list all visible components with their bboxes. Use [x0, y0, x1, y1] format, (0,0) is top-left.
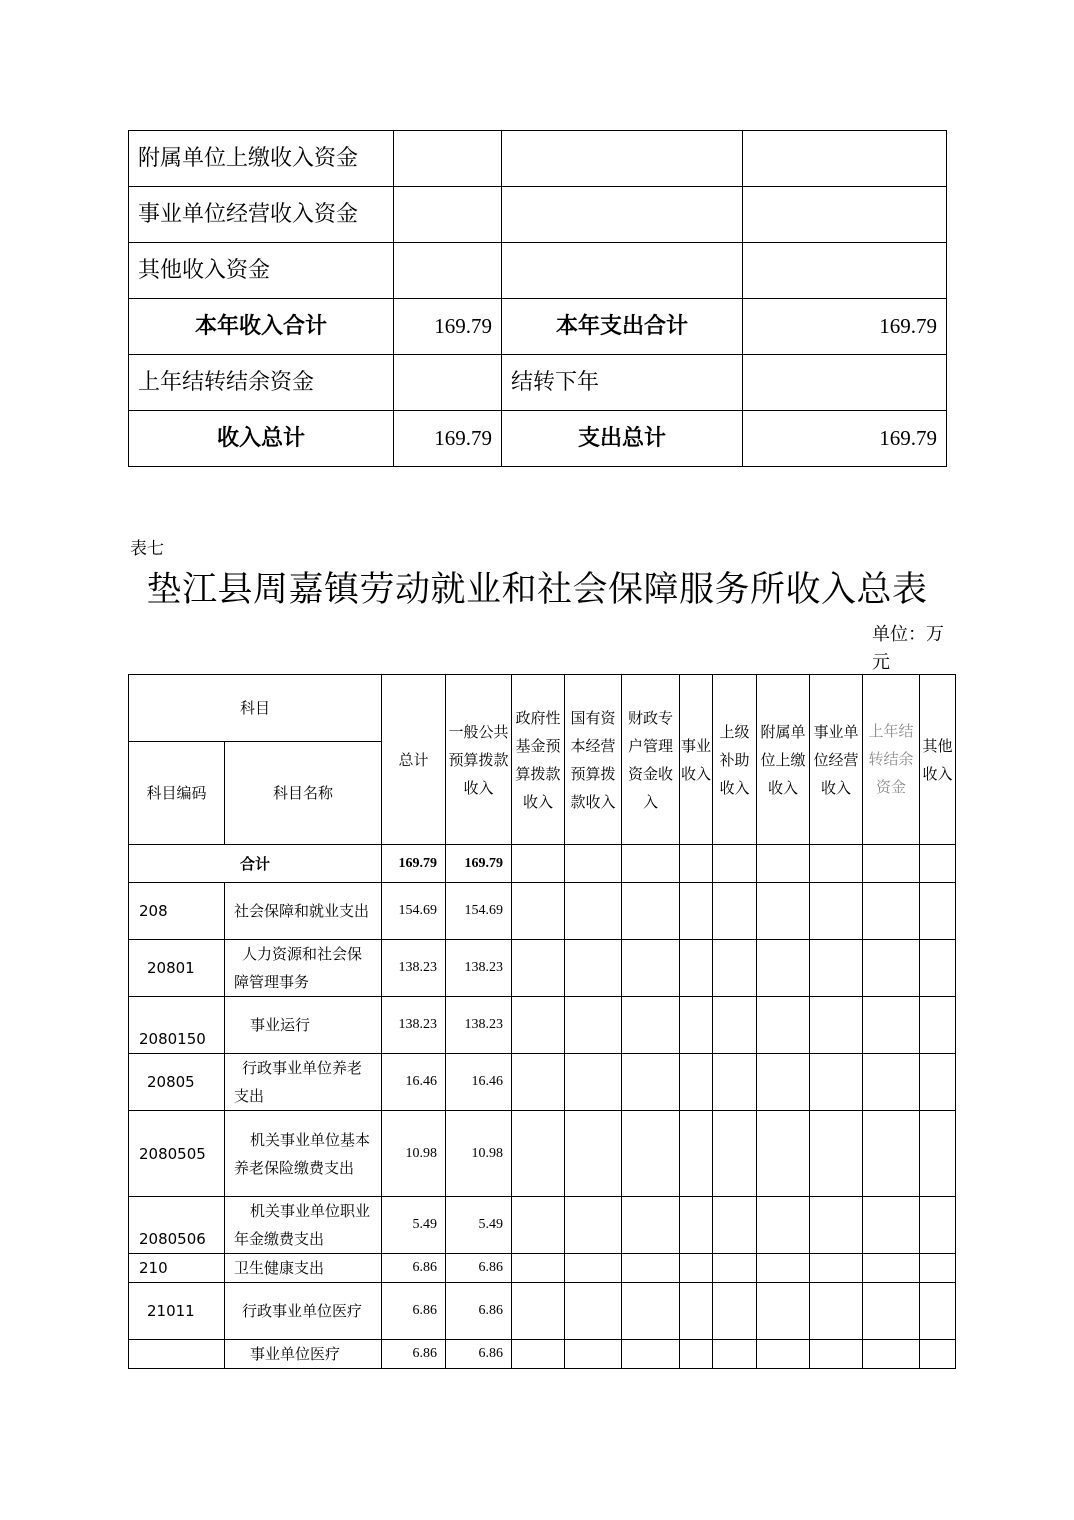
header-superior-subsidy: 上级补助收入 [713, 675, 757, 845]
subject-name: 行政事业单位养老支出 [225, 1054, 382, 1111]
income-grand-total-value: 169.79 [394, 411, 502, 467]
empty-cell [680, 1111, 713, 1197]
empty-cell [713, 1254, 757, 1283]
summary-label [502, 131, 743, 187]
subject-code: 20801 [129, 940, 225, 997]
total-row-general: 169.79 [446, 845, 512, 883]
empty-cell [713, 1197, 757, 1254]
empty-cell [512, 883, 565, 940]
empty-cell [757, 1197, 810, 1254]
header-row [129, 675, 956, 742]
table-row [129, 131, 947, 187]
empty-cell [512, 940, 565, 997]
empty-cell [680, 1197, 713, 1254]
subject-name: 事业运行 [225, 997, 382, 1054]
empty-cell [512, 997, 565, 1054]
summary-value [743, 187, 947, 243]
empty-cell [757, 1054, 810, 1111]
subject-name: 机关事业单位基本养老保险缴费支出 [225, 1111, 382, 1197]
empty-cell [810, 1254, 863, 1283]
empty-cell [512, 1254, 565, 1283]
subject-code [129, 1340, 225, 1369]
empty-cell [713, 1111, 757, 1197]
row-general: 154.69 [446, 883, 512, 940]
row-total: 154.69 [382, 883, 446, 940]
table-row [129, 1197, 956, 1254]
subject-name: 社会保障和就业支出 [225, 883, 382, 940]
empty-cell [920, 1111, 956, 1197]
empty-cell [757, 1340, 810, 1369]
row-total: 6.86 [382, 1254, 446, 1283]
summary-label: 上年结转结余资金 [129, 355, 394, 411]
income-summary-table [128, 674, 956, 1369]
row-general: 6.86 [446, 1283, 512, 1340]
header-affiliated-income: 附属单位上缴收入 [757, 675, 810, 845]
expense-grand-total-value: 169.79 [743, 411, 947, 467]
row-total: 138.23 [382, 997, 446, 1054]
empty-cell [810, 1054, 863, 1111]
empty-cell [863, 1340, 920, 1369]
subject-code: 21011 [129, 1283, 225, 1340]
empty-cell [565, 1111, 622, 1197]
row-general: 6.86 [446, 1254, 512, 1283]
empty-cell [757, 940, 810, 997]
header-general-budget: 一般公共预算拨款收入 [446, 675, 512, 845]
row-general: 10.98 [446, 1111, 512, 1197]
empty-cell [863, 1111, 920, 1197]
annual-income-total-label: 本年收入合计 [129, 299, 394, 355]
empty-cell [565, 1254, 622, 1283]
summary-value [743, 355, 947, 411]
empty-cell [863, 845, 920, 883]
row-general: 138.23 [446, 940, 512, 997]
empty-cell [622, 997, 680, 1054]
empty-cell [713, 940, 757, 997]
table-row [129, 940, 956, 997]
empty-cell [680, 1340, 713, 1369]
subject-name: 事业单位医疗 [225, 1340, 382, 1369]
empty-cell [565, 1197, 622, 1254]
unit-label: 单位：万元 [872, 624, 944, 672]
empty-cell [713, 845, 757, 883]
table-row [129, 1340, 956, 1369]
empty-cell [810, 883, 863, 940]
subject-name: 人力资源和社会保障管理事务 [225, 940, 382, 997]
total-row-label: 合计 [129, 845, 382, 883]
empty-cell [622, 1283, 680, 1340]
empty-cell [680, 883, 713, 940]
summary-label: 结转下年 [502, 355, 743, 411]
subject-name: 卫生健康支出 [225, 1254, 382, 1283]
empty-cell [565, 1283, 622, 1340]
empty-cell [680, 1283, 713, 1340]
empty-cell [512, 845, 565, 883]
empty-cell [757, 845, 810, 883]
empty-cell [622, 940, 680, 997]
empty-cell [512, 1340, 565, 1369]
empty-cell [512, 1111, 565, 1197]
table-row [129, 883, 956, 940]
empty-cell [622, 1054, 680, 1111]
empty-cell [713, 1283, 757, 1340]
empty-cell [810, 1340, 863, 1369]
empty-cell [810, 1111, 863, 1197]
annual-expense-total-value: 169.79 [743, 299, 947, 355]
header-fiscal-special: 财政专户管理资金收入 [622, 675, 680, 845]
row-total: 6.86 [382, 1283, 446, 1340]
summary-value [743, 131, 947, 187]
empty-cell [565, 1054, 622, 1111]
table-row [129, 411, 947, 467]
empty-cell [920, 1254, 956, 1283]
annual-income-total-value: 169.79 [394, 299, 502, 355]
empty-cell [565, 883, 622, 940]
page-title: 垫江县周嘉镇劳动就业和社会保障服务所收入总表 [146, 570, 928, 610]
empty-cell [622, 1111, 680, 1197]
header-gov-fund: 政府性基金预算拨款收入 [512, 675, 565, 845]
header-other-income: 其他收入 [920, 675, 956, 845]
empty-cell [757, 997, 810, 1054]
subject-code: 2080150 [129, 997, 225, 1054]
subject-code: 2080506 [129, 1197, 225, 1254]
row-general: 16.46 [446, 1054, 512, 1111]
header-operating-income: 事业单位经营收入 [810, 675, 863, 845]
subject-code: 20805 [129, 1054, 225, 1111]
empty-cell [810, 845, 863, 883]
table-row [129, 1254, 956, 1283]
empty-cell [757, 1111, 810, 1197]
empty-cell [713, 1340, 757, 1369]
empty-cell [622, 1254, 680, 1283]
empty-cell [757, 1283, 810, 1340]
summary-value [394, 243, 502, 299]
table-number-label: 表七 [130, 539, 164, 559]
empty-cell [512, 1283, 565, 1340]
empty-cell [920, 997, 956, 1054]
empty-cell [863, 1283, 920, 1340]
empty-cell [863, 1254, 920, 1283]
row-total: 6.86 [382, 1340, 446, 1369]
empty-cell [863, 883, 920, 940]
empty-cell [680, 845, 713, 883]
annual-expense-total-label: 本年支出合计 [502, 299, 743, 355]
empty-cell [920, 1340, 956, 1369]
table-row [129, 187, 947, 243]
subject-name: 行政事业单位医疗 [225, 1283, 382, 1340]
empty-cell [622, 1340, 680, 1369]
empty-cell [565, 1340, 622, 1369]
summary-label: 事业单位经营收入资金 [129, 187, 394, 243]
empty-cell [680, 1054, 713, 1111]
expense-grand-total-label: 支出总计 [502, 411, 743, 467]
row-general: 5.49 [446, 1197, 512, 1254]
empty-cell [810, 1197, 863, 1254]
empty-cell [622, 845, 680, 883]
header-subject-name: 科目名称 [225, 742, 382, 845]
summary-label [502, 243, 743, 299]
empty-cell [512, 1197, 565, 1254]
subject-code: 2080505 [129, 1111, 225, 1197]
empty-cell [622, 1197, 680, 1254]
income-grand-total-label: 收入总计 [129, 411, 394, 467]
table-row [129, 1283, 956, 1340]
row-general: 6.86 [446, 1340, 512, 1369]
empty-cell [920, 883, 956, 940]
empty-cell [622, 883, 680, 940]
table-row [129, 1054, 956, 1111]
empty-cell [565, 997, 622, 1054]
empty-cell [920, 1283, 956, 1340]
header-business-income: 事业收入 [680, 675, 713, 845]
subject-code: 208 [129, 883, 225, 940]
summary-table [128, 130, 947, 467]
row-general: 138.23 [446, 997, 512, 1054]
empty-cell [810, 940, 863, 997]
summary-label: 其他收入资金 [129, 243, 394, 299]
empty-cell [920, 845, 956, 883]
table-row [129, 1111, 956, 1197]
table-row [129, 997, 956, 1054]
header-state-capital: 国有资本经营预算拨款收入 [565, 675, 622, 845]
row-total: 10.98 [382, 1111, 446, 1197]
subject-name: 机关事业单位职业年金缴费支出 [225, 1197, 382, 1254]
empty-cell [713, 997, 757, 1054]
empty-cell [565, 845, 622, 883]
header-carryover: 上年结转结余资金 [863, 675, 920, 845]
empty-cell [863, 1197, 920, 1254]
table-row [129, 299, 947, 355]
row-total: 5.49 [382, 1197, 446, 1254]
subject-code: 210 [129, 1254, 225, 1283]
empty-cell [920, 940, 956, 997]
empty-cell [863, 997, 920, 1054]
empty-cell [512, 1054, 565, 1111]
summary-value [394, 131, 502, 187]
empty-cell [713, 1054, 757, 1111]
header-subject: 科目 [129, 675, 382, 742]
empty-cell [680, 997, 713, 1054]
total-row-total: 169.79 [382, 845, 446, 883]
summary-value [394, 187, 502, 243]
empty-cell [920, 1197, 956, 1254]
empty-cell [565, 940, 622, 997]
summary-label [502, 187, 743, 243]
empty-cell [680, 1254, 713, 1283]
empty-cell [810, 997, 863, 1054]
table-row [129, 355, 947, 411]
empty-cell [757, 883, 810, 940]
table-row [129, 243, 947, 299]
header-subject-code: 科目编码 [129, 742, 225, 845]
summary-value [743, 243, 947, 299]
header-total: 总计 [382, 675, 446, 845]
row-total: 16.46 [382, 1054, 446, 1111]
row-total: 138.23 [382, 940, 446, 997]
summary-label: 附属单位上缴收入资金 [129, 131, 394, 187]
total-row [129, 845, 956, 883]
empty-cell [713, 883, 757, 940]
empty-cell [863, 1054, 920, 1111]
empty-cell [757, 1254, 810, 1283]
empty-cell [680, 940, 713, 997]
summary-value [394, 355, 502, 411]
empty-cell [863, 940, 920, 997]
empty-cell [810, 1283, 863, 1340]
empty-cell [920, 1054, 956, 1111]
